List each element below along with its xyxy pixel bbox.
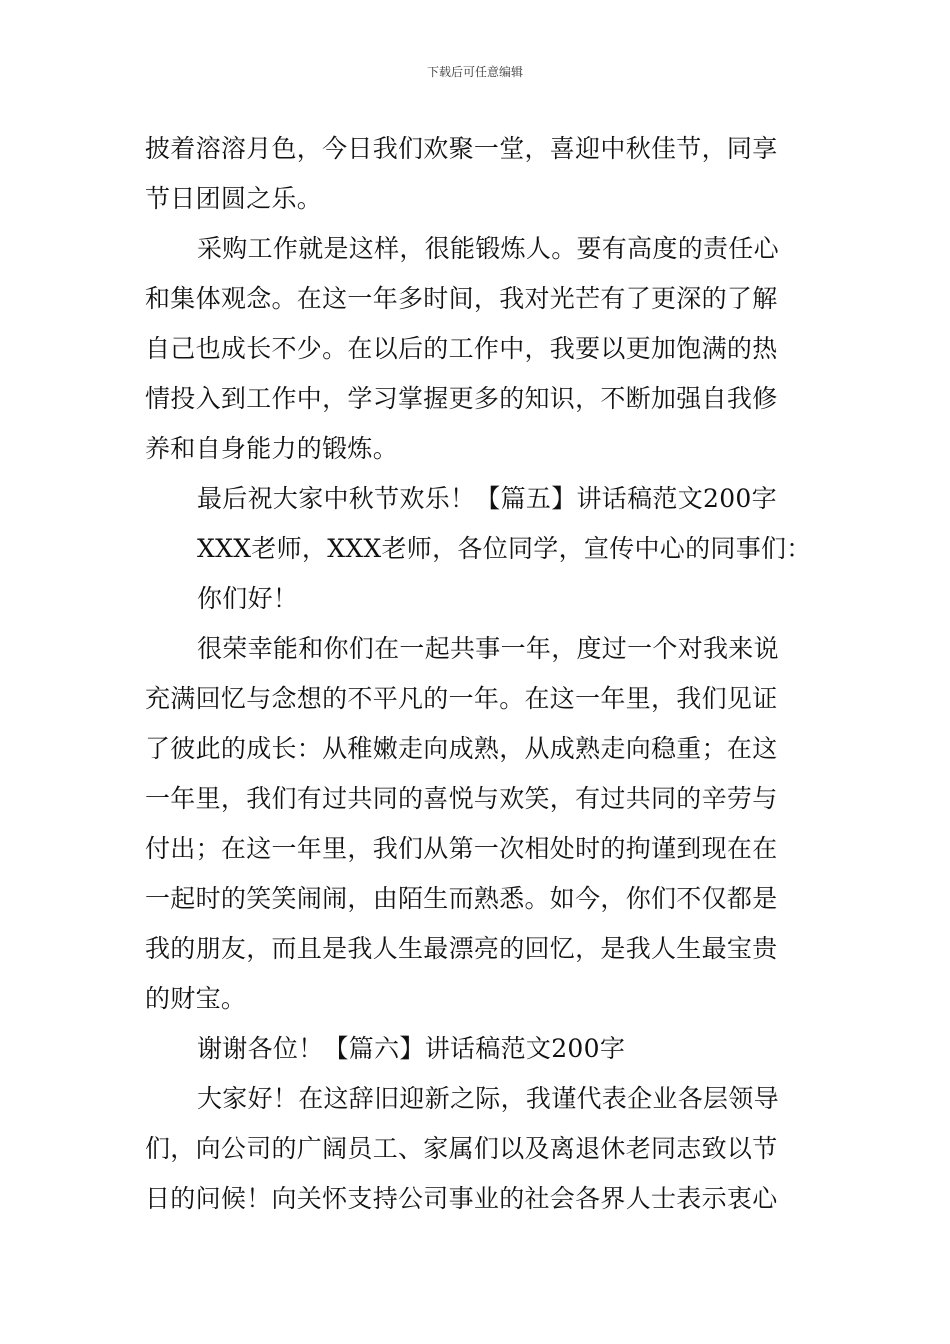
- document-body: [145, 124, 810, 1224]
- text-line: 们，向公司的广阔员工、家属们以及离退休老同志致以节: [145, 1134, 778, 1163]
- text-line: 和集体观念。在这一年多时间，我对光芒有了更深的了解: [145, 284, 778, 313]
- text-line: 节日团圆之乐。: [145, 184, 323, 213]
- text-line: 养和自身能力的锻炼。: [145, 434, 399, 463]
- text-line: 付出；在这一年里，我们从第一次相处时的拘谨到现在在: [145, 834, 778, 863]
- text-line: 一起时的笑笑闹闹，由陌生而熟悉。如今，你们不仅都是: [145, 884, 778, 913]
- text-line: 日的问候！向关怀支持公司事业的社会各界人士表示衷心: [145, 1184, 778, 1213]
- text-line: 充满回忆与念想的不平凡的一年。在这一年里，我们见证: [145, 684, 778, 713]
- text-line: 你们好！: [197, 584, 299, 613]
- text-line: 自己也成长不少。在以后的工作中，我要以更加饱满的热: [145, 334, 778, 363]
- text-line: 最后祝大家中秋节欢乐！【篇五】讲话稿范文200字: [197, 484, 777, 513]
- text-line: 采购工作就是这样，很能锻炼人。要有高度的责任心: [197, 234, 779, 263]
- text-line: XXX老师，XXX老师，各位同学，宣传中心的同事们：: [197, 534, 812, 563]
- text-line: 了彼此的成长：从稚嫩走向成熟，从成熟走向稳重；在这: [145, 734, 778, 763]
- text-line: 的财宝。: [145, 984, 247, 1013]
- text-line: 情投入到工作中，学习掌握更多的知识，不断加强自我修: [145, 384, 778, 413]
- text-line: 谢谢各位！【篇六】讲话稿范文200字: [197, 1034, 626, 1063]
- text-line: 披着溶溶月色，今日我们欢聚一堂，喜迎中秋佳节，同享: [145, 134, 778, 163]
- text-line: 很荣幸能和你们在一起共事一年，度过一个对我来说: [197, 634, 779, 663]
- text-line: 我的朋友，而且是我人生最漂亮的回忆，是我人生最宝贵: [145, 934, 778, 963]
- text-line: 大家好！在这辞旧迎新之际，我谨代表企业各层领导: [197, 1084, 779, 1113]
- page-header-note: 下载后可任意编辑: [426, 65, 523, 79]
- text-line: 一年里，我们有过共同的喜悦与欢笑，有过共同的辛劳与: [145, 784, 778, 813]
